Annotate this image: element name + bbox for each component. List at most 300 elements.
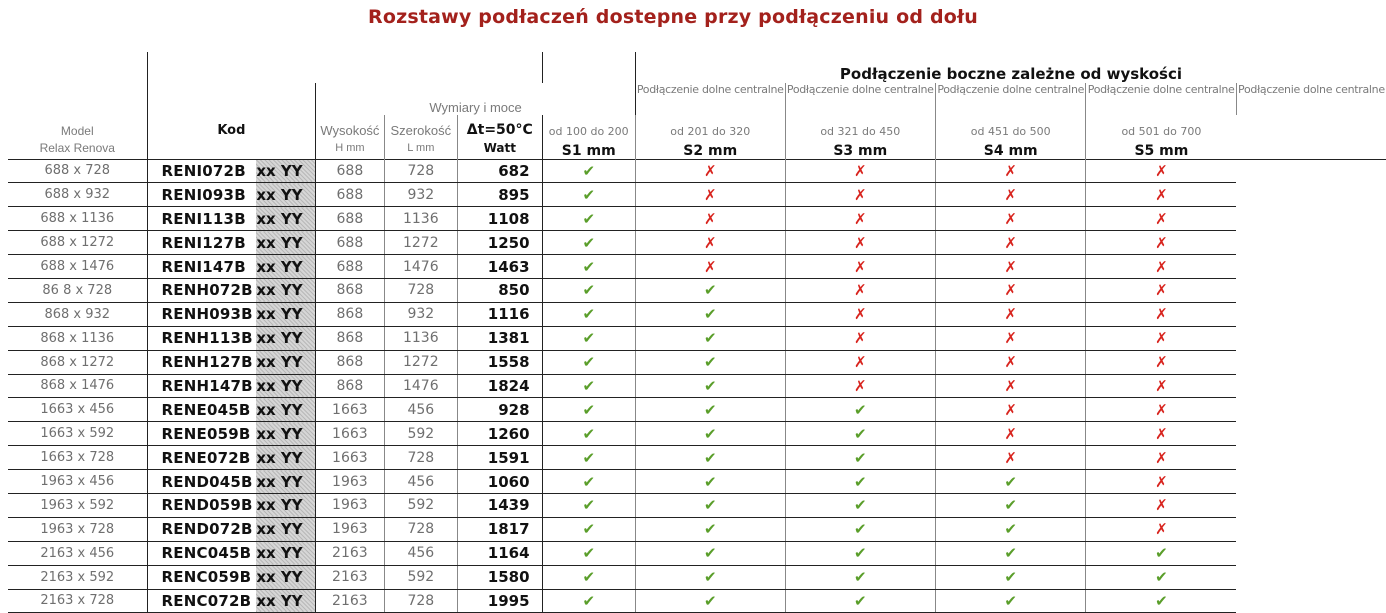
cross-icon: ✗ [703, 161, 717, 180]
height-cell: 1963 [316, 493, 384, 517]
connection-s5-cell [1086, 493, 1236, 517]
kod-suffix-cell [256, 255, 315, 279]
connection-s4-cell [935, 446, 1085, 470]
cross-icon: ✗ [1155, 448, 1168, 467]
checkmark-icon: ✔ [853, 496, 867, 515]
checkmark-icon: ✔ [582, 305, 596, 324]
height-cell: 1663 [316, 446, 384, 470]
connection-s5-cell [1086, 565, 1236, 589]
cross-icon: ✗ [1155, 233, 1168, 252]
table-row [8, 493, 1386, 517]
table-row [8, 207, 1386, 231]
kod-label: Kod [147, 115, 316, 138]
connection-s3-cell [785, 446, 935, 470]
connection-s5-cell [1086, 183, 1236, 207]
watt-cell: 1824 [458, 374, 542, 398]
table-row [8, 589, 1386, 613]
connection-s5-cell [1086, 207, 1236, 231]
kod-cell: REND045B [147, 470, 256, 494]
connection-s2-cell [635, 517, 785, 541]
height-cell: 868 [316, 278, 384, 302]
connection-s4-cell [935, 278, 1085, 302]
checkmark-icon: ✔ [582, 496, 596, 515]
connection-s2-cell [635, 470, 785, 494]
connection-s1-cell [542, 350, 635, 374]
connection-s3-cell [785, 493, 935, 517]
checkmark-icon: ✔ [1004, 520, 1017, 539]
model-cell: 1963 x 728 [8, 517, 147, 541]
connection-s1-cell [542, 589, 635, 613]
connection-s1-cell [542, 302, 635, 326]
connection-s2-cell [635, 326, 785, 350]
header-row-units [8, 138, 1386, 159]
cross-icon: ✗ [853, 305, 867, 324]
connection-s5-cell [1086, 517, 1236, 541]
connection-s2-cell [635, 183, 785, 207]
connection-range-s5: od 501 do 700 [1086, 115, 1236, 138]
connection-s3-cell [785, 183, 935, 207]
table-row [8, 302, 1386, 326]
connection-s5-cell [1086, 326, 1236, 350]
checkmark-icon: ✔ [582, 281, 596, 300]
model-cell: 1663 x 592 [8, 422, 147, 446]
width-cell: 728 [384, 159, 458, 183]
checkmark-icon: ✔ [703, 591, 717, 610]
kod-suffix: xx YY [256, 305, 303, 324]
checkmark-icon: ✔ [582, 257, 596, 276]
connection-s4-cell [935, 517, 1085, 541]
table-row [8, 255, 1386, 279]
watt-cell: 1580 [458, 565, 542, 589]
cross-icon: ✗ [1155, 161, 1168, 180]
connection-s5-cell [1086, 231, 1236, 255]
kod-suffix: xx YY [256, 281, 303, 300]
checkmark-icon: ✔ [582, 329, 596, 348]
height-unit: H mm [316, 138, 384, 159]
connection-s2-cell [635, 398, 785, 422]
kod-suffix: xx YY [256, 257, 303, 276]
cross-icon: ✗ [1004, 448, 1017, 467]
connection-s4-cell [935, 374, 1085, 398]
model-cell: 688 x 728 [8, 159, 147, 183]
kod-suffix-cell [256, 398, 315, 422]
kod-suffix-cell [256, 541, 315, 565]
checkmark-icon: ✔ [582, 233, 596, 252]
connection-s2-cell [635, 159, 785, 183]
connection-s5-cell [1086, 350, 1236, 374]
height-cell: 2163 [316, 565, 384, 589]
width-cell: 1136 [384, 207, 458, 231]
width-cell: 728 [384, 517, 458, 541]
table-row [8, 231, 1386, 255]
checkmark-icon: ✔ [703, 305, 717, 324]
checkmark-icon: ✔ [582, 424, 596, 443]
checkmark-icon: ✔ [853, 520, 867, 539]
connection-s5-cell [1086, 589, 1236, 613]
cross-icon: ✗ [1004, 424, 1017, 443]
kod-cell: RENC059B [147, 565, 256, 589]
connection-s1-cell [542, 207, 635, 231]
kod-suffix: xx YY [256, 496, 303, 515]
cross-icon: ✗ [703, 257, 717, 276]
height-cell: 868 [316, 326, 384, 350]
connection-s4-cell [935, 326, 1085, 350]
kod-suffix: xx YY [256, 376, 303, 395]
checkmark-icon: ✔ [853, 472, 867, 491]
checkmark-icon: ✔ [703, 353, 717, 372]
checkmark-icon: ✔ [582, 185, 596, 204]
model-cell: 2163 x 456 [8, 541, 147, 565]
connection-s5-cell [1086, 302, 1236, 326]
watt-cell: 1591 [458, 446, 542, 470]
connection-s3-cell [785, 398, 935, 422]
connection-code-s3: S3 mm [785, 138, 935, 159]
model-label: Model [60, 124, 94, 138]
header-row-labels [8, 83, 1386, 115]
cross-icon: ✗ [1004, 257, 1017, 276]
connection-range-s3: od 321 do 450 [785, 115, 935, 138]
connection-range-s2: od 201 do 320 [635, 115, 785, 138]
connection-s4-cell [935, 541, 1085, 565]
kod-suffix-cell [256, 326, 315, 350]
connection-s1-cell [542, 183, 635, 207]
width-cell: 728 [384, 589, 458, 613]
cross-icon: ✗ [1155, 209, 1168, 228]
width-cell: 456 [384, 541, 458, 565]
checkmark-icon: ✔ [853, 568, 867, 587]
cross-icon: ✗ [1155, 472, 1168, 491]
checkmark-icon: ✔ [853, 591, 867, 610]
width-cell: 456 [384, 470, 458, 494]
kod-suffix: xx YY [256, 329, 303, 348]
connection-s3-cell [785, 350, 935, 374]
connection-s4-cell [935, 159, 1085, 183]
cross-icon: ✗ [1155, 185, 1168, 204]
delta-t-label: Δt=50°C [458, 115, 542, 138]
checkmark-icon: ✔ [703, 472, 717, 491]
kod-suffix: xx YY [256, 568, 303, 587]
connection-s5-cell [1086, 255, 1236, 279]
height-cell: 868 [316, 350, 384, 374]
checkmark-icon: ✔ [582, 448, 596, 467]
model-cell: 1963 x 592 [8, 493, 147, 517]
kod-suffix: xx YY [256, 448, 303, 467]
model-cell: 2163 x 728 [8, 589, 147, 613]
table-row [8, 326, 1386, 350]
table-body [8, 159, 1386, 613]
model-cell: 868 x 1476 [8, 374, 147, 398]
checkmark-icon: ✔ [703, 376, 717, 395]
connection-s4-cell [935, 565, 1085, 589]
connection-s2-cell [635, 207, 785, 231]
table-row [8, 183, 1386, 207]
connection-s5-cell [1086, 398, 1236, 422]
side-connection-title: Podłączenie boczne zależne od wyskości [635, 52, 1386, 83]
kod-cell: RENC045B [147, 541, 256, 565]
height-cell: 688 [316, 159, 384, 183]
kod-cell: RENH147B [147, 374, 256, 398]
cross-icon: ✗ [1155, 376, 1168, 395]
checkmark-icon: ✔ [1004, 496, 1017, 515]
connection-s1-cell [542, 446, 635, 470]
watt-cell: 850 [458, 278, 542, 302]
model-cell: 868 x 1136 [8, 326, 147, 350]
kod-cell: RENI127B [147, 231, 256, 255]
cross-icon: ✗ [1004, 329, 1017, 348]
kod-cell: RENI113B [147, 207, 256, 231]
kod-suffix: xx YY [256, 353, 303, 372]
height-cell: 688 [316, 183, 384, 207]
connection-s2-cell [635, 541, 785, 565]
width-cell: 1476 [384, 255, 458, 279]
watt-cell: 1558 [458, 350, 542, 374]
kod-suffix-cell [256, 231, 315, 255]
model-cell: 1663 x 728 [8, 446, 147, 470]
kod-suffix-cell [256, 374, 315, 398]
width-cell: 1272 [384, 350, 458, 374]
model-cell: 2163 x 592 [8, 565, 147, 589]
model-cell: 688 x 1476 [8, 255, 147, 279]
connection-s2-cell [635, 278, 785, 302]
connection-s3-cell [785, 422, 935, 446]
height-cell: 688 [316, 207, 384, 231]
connection-code-s2: S2 mm [635, 138, 785, 159]
checkmark-icon: ✔ [582, 209, 596, 228]
checkmark-icon: ✔ [1155, 544, 1168, 563]
kod-suffix: xx YY [256, 591, 303, 610]
connection-s1-cell [542, 470, 635, 494]
cross-icon: ✗ [1155, 496, 1168, 515]
kod-suffix: xx YY [256, 185, 303, 204]
height-cell: 1663 [316, 398, 384, 422]
connection-s1-cell [542, 159, 635, 183]
cross-icon: ✗ [853, 257, 867, 276]
model-cell: 1963 x 456 [8, 470, 147, 494]
height-cell: 688 [316, 255, 384, 279]
height-cell: 688 [316, 231, 384, 255]
watt-cell: 1108 [458, 207, 542, 231]
cross-icon: ✗ [1155, 520, 1168, 539]
height-cell: 2163 [316, 589, 384, 613]
height-label: Wysokość [316, 115, 384, 138]
kod-cell: RENI072B [147, 159, 256, 183]
kod-cell: RENI147B [147, 255, 256, 279]
watt-cell: 895 [458, 183, 542, 207]
table-row [8, 374, 1386, 398]
cross-icon: ✗ [1155, 424, 1168, 443]
cross-icon: ✗ [1004, 305, 1017, 324]
cross-icon: ✗ [853, 209, 867, 228]
connection-range-s4: od 451 do 500 [935, 115, 1085, 138]
model-cell: 688 x 932 [8, 183, 147, 207]
dimensions-label: Wymiary i moce [316, 83, 636, 115]
watt-cell: 1250 [458, 231, 542, 255]
connection-s1-cell [542, 374, 635, 398]
cross-icon: ✗ [703, 185, 717, 204]
width-unit: L mm [384, 138, 458, 159]
connection-label-s1: Podłączenie dolne centralne [635, 83, 785, 115]
table-row [8, 278, 1386, 302]
width-cell: 932 [384, 302, 458, 326]
height-cell: 868 [316, 302, 384, 326]
watt-cell: 1260 [458, 422, 542, 446]
cross-icon: ✗ [703, 233, 717, 252]
checkmark-icon: ✔ [703, 329, 717, 348]
width-cell: 592 [384, 565, 458, 589]
kod-suffix: xx YY [256, 544, 303, 563]
connection-s2-cell [635, 231, 785, 255]
kod-suffix-cell [256, 183, 315, 207]
table-row [8, 565, 1386, 589]
model-sublabel: Relax Renova [39, 141, 115, 156]
connection-label-s4: Podłączenie dolne centralne [1086, 83, 1236, 115]
watt-cell: 682 [458, 159, 542, 183]
connection-code-s5: S5 mm [1086, 138, 1236, 159]
kod-cell: REND072B [147, 517, 256, 541]
checkmark-icon: ✔ [703, 424, 717, 443]
connection-s4-cell [935, 302, 1085, 326]
connection-s1-cell [542, 493, 635, 517]
cross-icon: ✗ [853, 376, 867, 395]
model-cell: 868 x 1272 [8, 350, 147, 374]
width-cell: 456 [384, 398, 458, 422]
checkmark-icon: ✔ [582, 544, 596, 563]
checkmark-icon: ✔ [703, 520, 717, 539]
kod-suffix: xx YY [256, 400, 303, 419]
kod-suffix-cell [256, 422, 315, 446]
kod-cell: RENE059B [147, 422, 256, 446]
kod-suffix-cell [256, 565, 315, 589]
connection-label-s5: Podłączenie dolne centralne [1236, 83, 1386, 115]
kod-cell: RENH113B [147, 326, 256, 350]
watt-label: Watt [458, 138, 542, 159]
connection-s3-cell [785, 326, 935, 350]
connection-s2-cell [635, 422, 785, 446]
connection-s1-cell [542, 255, 635, 279]
checkmark-icon: ✔ [1004, 591, 1017, 610]
cross-icon: ✗ [1004, 233, 1017, 252]
checkmark-icon: ✔ [853, 424, 867, 443]
connection-s2-cell [635, 255, 785, 279]
connection-s3-cell [785, 207, 935, 231]
connection-s1-cell [542, 422, 635, 446]
kod-cell: RENH072B [147, 278, 256, 302]
checkmark-icon: ✔ [703, 400, 717, 419]
connection-s2-cell [635, 493, 785, 517]
connection-s5-cell [1086, 541, 1236, 565]
kod-suffix: xx YY [256, 424, 303, 443]
model-cell: 1663 x 456 [8, 398, 147, 422]
checkmark-icon: ✔ [582, 568, 596, 587]
watt-cell: 1060 [458, 470, 542, 494]
cross-icon: ✗ [853, 185, 867, 204]
table-row [8, 446, 1386, 470]
checkmark-icon: ✔ [703, 496, 717, 515]
checkmark-icon: ✔ [703, 568, 717, 587]
cross-icon: ✗ [703, 209, 717, 228]
cross-icon: ✗ [1155, 305, 1168, 324]
connection-s4-cell [935, 470, 1085, 494]
kod-suffix-cell [256, 517, 315, 541]
checkmark-icon: ✔ [1004, 544, 1017, 563]
header-row-top [8, 52, 1386, 83]
cross-icon: ✗ [1004, 376, 1017, 395]
model-cell: 86 8 x 728 [8, 278, 147, 302]
connection-s1-cell [542, 541, 635, 565]
checkmark-icon: ✔ [582, 353, 596, 372]
kod-cell: RENH093B [147, 302, 256, 326]
connection-s5-cell [1086, 422, 1236, 446]
connection-s4-cell [935, 255, 1085, 279]
checkmark-icon: ✔ [853, 448, 867, 467]
checkmark-icon: ✔ [582, 520, 596, 539]
cross-icon: ✗ [1155, 329, 1168, 348]
connection-s2-cell [635, 350, 785, 374]
height-cell: 868 [316, 374, 384, 398]
kod-suffix: xx YY [256, 472, 303, 491]
cross-icon: ✗ [1004, 161, 1017, 180]
connection-s3-cell [785, 541, 935, 565]
connection-s2-cell [635, 374, 785, 398]
cross-icon: ✗ [1004, 209, 1017, 228]
connection-s1-cell [542, 517, 635, 541]
kod-suffix-cell [256, 589, 315, 613]
page-title: Rozstawy podłaczeń dostepne przy podłączeniu od dołu [368, 6, 978, 28]
cross-icon: ✗ [1004, 281, 1017, 300]
checkmark-icon: ✔ [582, 472, 596, 491]
checkmark-icon: ✔ [1155, 591, 1168, 610]
cross-icon: ✗ [853, 281, 867, 300]
kod-cell: REND059B [147, 493, 256, 517]
kod-suffix: xx YY [256, 209, 303, 228]
watt-cell: 1995 [458, 589, 542, 613]
checkmark-icon: ✔ [1004, 472, 1017, 491]
checkmark-icon: ✔ [582, 400, 596, 419]
table-row [8, 470, 1386, 494]
kod-suffix-cell [256, 302, 315, 326]
cross-icon: ✗ [1155, 257, 1168, 276]
connection-s4-cell [935, 589, 1085, 613]
kod-cell: RENC072B [147, 589, 256, 613]
kod-suffix-cell [256, 493, 315, 517]
watt-cell: 1463 [458, 255, 542, 279]
width-cell: 1272 [384, 231, 458, 255]
width-cell: 1476 [384, 374, 458, 398]
connection-label-s2: Podłączenie dolne centralne [785, 83, 935, 115]
checkmark-icon: ✔ [1004, 568, 1017, 587]
watt-cell: 1817 [458, 517, 542, 541]
connection-s1-cell [542, 231, 635, 255]
connection-s3-cell [785, 470, 935, 494]
connection-range-s1: od 100 do 200 [542, 115, 635, 138]
width-cell: 728 [384, 278, 458, 302]
cross-icon: ✗ [1155, 400, 1168, 419]
kod-suffix-cell [256, 446, 315, 470]
connection-s2-cell [635, 565, 785, 589]
kod-cell: RENE072B [147, 446, 256, 470]
connection-s2-cell [635, 302, 785, 326]
kod-cell: RENE045B [147, 398, 256, 422]
connection-s3-cell [785, 517, 935, 541]
connection-s1-cell [542, 326, 635, 350]
kod-cell: RENI093B [147, 183, 256, 207]
connection-code-s1: S1 mm [542, 138, 635, 159]
watt-cell: 928 [458, 398, 542, 422]
checkmark-icon: ✔ [703, 281, 717, 300]
connection-s5-cell [1086, 278, 1236, 302]
connection-s2-cell [635, 589, 785, 613]
cross-icon: ✗ [853, 353, 867, 372]
